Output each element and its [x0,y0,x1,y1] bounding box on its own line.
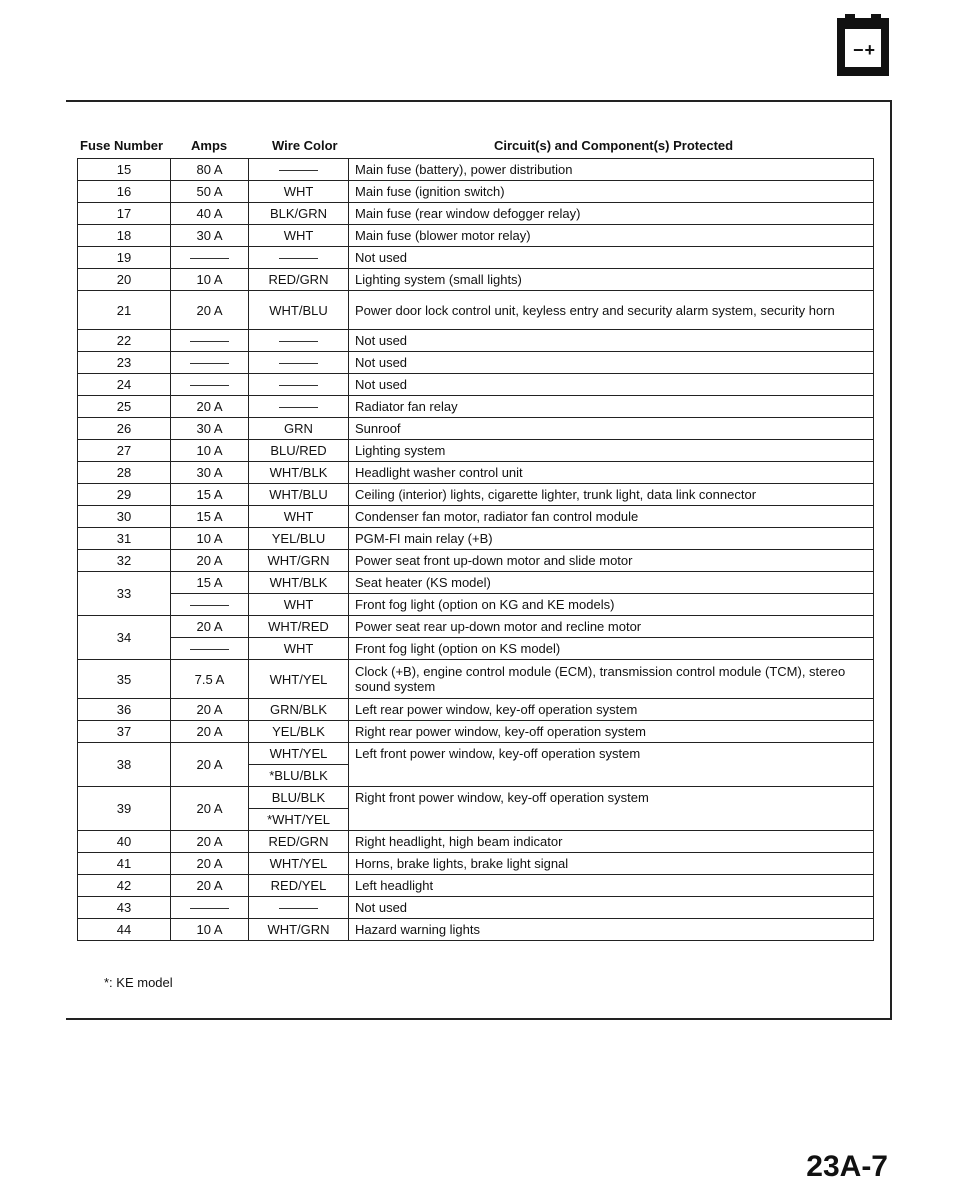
table-row [78,440,874,462]
fuse-number: 36 [78,699,171,721]
amps: 30 A [171,462,249,484]
amps: 20 A [171,721,249,743]
fuse-number: 23 [78,352,171,374]
table-header [0,138,960,156]
fuse-number: 21 [78,291,171,330]
wire-color: WHT/BLK [249,572,349,594]
fuse-number: 15 [78,159,171,181]
page-number: 23A-7 [806,1150,888,1183]
circuit: Sunroof [349,418,874,440]
fuse-number: 37 [78,721,171,743]
table-row [78,660,874,699]
table-row [78,330,874,352]
battery-terminal-icon [871,14,881,20]
wire-color: YEL/BLU [249,528,349,550]
table-row [78,616,874,638]
wire-color: *WHT/YEL [249,809,349,831]
fuse-table [77,158,874,941]
circuit: Not used [349,352,874,374]
wire-color: ——— [249,396,349,418]
table-row [78,247,874,269]
amps: 20 A [171,699,249,721]
circuit: Ceiling (interior) lights, cigarette lighter, trunk light, data link connector [349,484,874,506]
wire-color: WHT [249,506,349,528]
amps: ——— [171,594,249,616]
wire-color: WHT/BLU [249,291,349,330]
table-row [78,699,874,721]
amps: 20 A [171,550,249,572]
fuse-number: 32 [78,550,171,572]
circuit: Power seat rear up-down motor and recline motor [349,616,874,638]
table-row [78,528,874,550]
fuse-number: 19 [78,247,171,269]
table-row [78,787,874,809]
circuit: Front fog light (option on KG and KE models) [349,594,874,616]
wire-color: WHT [249,638,349,660]
wire-color: BLU/RED [249,440,349,462]
table-row [78,291,874,330]
fuse-number: 27 [78,440,171,462]
right-rule [890,100,892,1020]
fuse-number: 33 [78,572,171,616]
amps: 20 A [171,291,249,330]
amps: ——— [171,352,249,374]
fuse-number: 34 [78,616,171,660]
fuse-number: 44 [78,919,171,941]
amps: 15 A [171,572,249,594]
wire-color: BLU/BLK [249,787,349,809]
header-amps: Amps [191,138,228,153]
wire-color: RED/GRN [249,831,349,853]
bottom-rule [66,1018,892,1020]
header-fuse-number: Fuse Number [80,138,164,153]
amps: 10 A [171,440,249,462]
amps: 20 A [171,396,249,418]
circuit: Lighting system [349,440,874,462]
amps: 30 A [171,225,249,247]
table-row [78,374,874,396]
wire-color: GRN/BLK [249,699,349,721]
fuse-number: 31 [78,528,171,550]
fuse-number: 43 [78,897,171,919]
table-row [78,638,874,660]
wire-color: YEL/BLK [249,721,349,743]
wire-color: WHT/YEL [249,743,349,765]
amps: 20 A [171,787,249,831]
table-row [78,721,874,743]
wire-color: GRN [249,418,349,440]
circuit: Main fuse (ignition switch) [349,181,874,203]
battery-body [844,28,882,68]
circuit: Not used [349,374,874,396]
fuse-number: 29 [78,484,171,506]
amps: 20 A [171,875,249,897]
circuit: Right front power window, key-off operation system [349,787,874,831]
table-row [78,875,874,897]
fuse-number: 22 [78,330,171,352]
table-row [78,159,874,181]
amps: 15 A [171,484,249,506]
amps: 50 A [171,181,249,203]
circuit: Power door lock control unit, keyless entry and security alarm system, security horn [349,291,874,330]
amps: 10 A [171,269,249,291]
wire-color: ——— [249,352,349,374]
wire-color: WHT [249,181,349,203]
amps: 7.5 A [171,660,249,699]
amps: 20 A [171,616,249,638]
table-row [78,396,874,418]
circuit: Main fuse (rear window defogger relay) [349,203,874,225]
fuse-number: 20 [78,269,171,291]
wire-color: RED/GRN [249,269,349,291]
amps: ——— [171,638,249,660]
amps: 15 A [171,506,249,528]
footnote: *: KE model [104,975,173,990]
table-row [78,506,874,528]
fuse-number: 38 [78,743,171,787]
wire-color: RED/YEL [249,875,349,897]
header-wire-color: Wire Color [272,138,338,153]
wire-color: ——— [249,897,349,919]
wire-color: WHT/YEL [249,660,349,699]
minus-sign: − [853,40,864,60]
wire-color: WHT/YEL [249,853,349,875]
circuit: Radiator fan relay [349,396,874,418]
wire-color: WHT [249,594,349,616]
table-row [78,743,874,765]
fuse-number: 39 [78,787,171,831]
table-row [78,572,874,594]
amps: 20 A [171,853,249,875]
wire-color: *BLU/BLK [249,765,349,787]
fuse-number: 40 [78,831,171,853]
amps: 30 A [171,418,249,440]
amps: ——— [171,247,249,269]
amps: ——— [171,897,249,919]
table-row [78,418,874,440]
table-row [78,352,874,374]
fuse-number: 35 [78,660,171,699]
circuit: Right headlight, high beam indicator [349,831,874,853]
wire-color: WHT/RED [249,616,349,638]
amps: ——— [171,374,249,396]
plus-sign: + [864,40,875,60]
fuse-number: 16 [78,181,171,203]
table-row [78,203,874,225]
circuit: PGM-FI main relay (+B) [349,528,874,550]
table-row [78,897,874,919]
circuit: Lighting system (small lights) [349,269,874,291]
circuit: Front fog light (option on KS model) [349,638,874,660]
battery-icon [837,18,889,76]
fuse-number: 30 [78,506,171,528]
table-row [78,831,874,853]
amps: ——— [171,330,249,352]
amps: 80 A [171,159,249,181]
circuit: Seat heater (KS model) [349,572,874,594]
fuse-number: 28 [78,462,171,484]
wire-color: ——— [249,374,349,396]
wire-color: WHT/BLU [249,484,349,506]
fuse-number: 18 [78,225,171,247]
table-row [78,225,874,247]
battery-terminal-icon [845,14,855,20]
top-rule [66,100,892,102]
fuse-number: 26 [78,418,171,440]
table-row [78,853,874,875]
header-circuit: Circuit(s) and Component(s) Protected [494,138,734,153]
wire-color: WHT/GRN [249,550,349,572]
circuit: Left front power window, key-off operation system [349,743,874,787]
fuse-number: 17 [78,203,171,225]
table-row [78,550,874,572]
circuit: Not used [349,330,874,352]
amps: 20 A [171,743,249,787]
circuit: Main fuse (blower motor relay) [349,225,874,247]
wire-color: ——— [249,159,349,181]
wire-color: WHT/BLK [249,462,349,484]
circuit: Not used [349,247,874,269]
circuit: Clock (+B), engine control module (ECM), transmission control module (TCM), stereo sound system [349,660,874,699]
table-row [78,919,874,941]
table-row [78,484,874,506]
circuit: Horns, brake lights, brake light signal [349,853,874,875]
amps: 20 A [171,831,249,853]
amps: 40 A [171,203,249,225]
fuse-number: 42 [78,875,171,897]
amps: 10 A [171,919,249,941]
amps: 10 A [171,528,249,550]
table-row [78,181,874,203]
circuit: Headlight washer control unit [349,462,874,484]
wire-color: WHT/GRN [249,919,349,941]
table-row [78,462,874,484]
table-row [78,269,874,291]
fuse-number: 24 [78,374,171,396]
circuit: Not used [349,897,874,919]
fuse-number: 41 [78,853,171,875]
circuit: Left headlight [349,875,874,897]
wire-color: ——— [249,247,349,269]
circuit: Hazard warning lights [349,919,874,941]
wire-color: WHT [249,225,349,247]
wire-color: ——— [249,330,349,352]
table-row [78,594,874,616]
circuit: Condenser fan motor, radiator fan control module [349,506,874,528]
fuse-number: 25 [78,396,171,418]
circuit: Left rear power window, key-off operation system [349,699,874,721]
circuit: Right rear power window, key-off operation system [349,721,874,743]
circuit: Power seat front up-down motor and slide motor [349,550,874,572]
wire-color: BLK/GRN [249,203,349,225]
circuit: Main fuse (battery), power distribution [349,159,874,181]
